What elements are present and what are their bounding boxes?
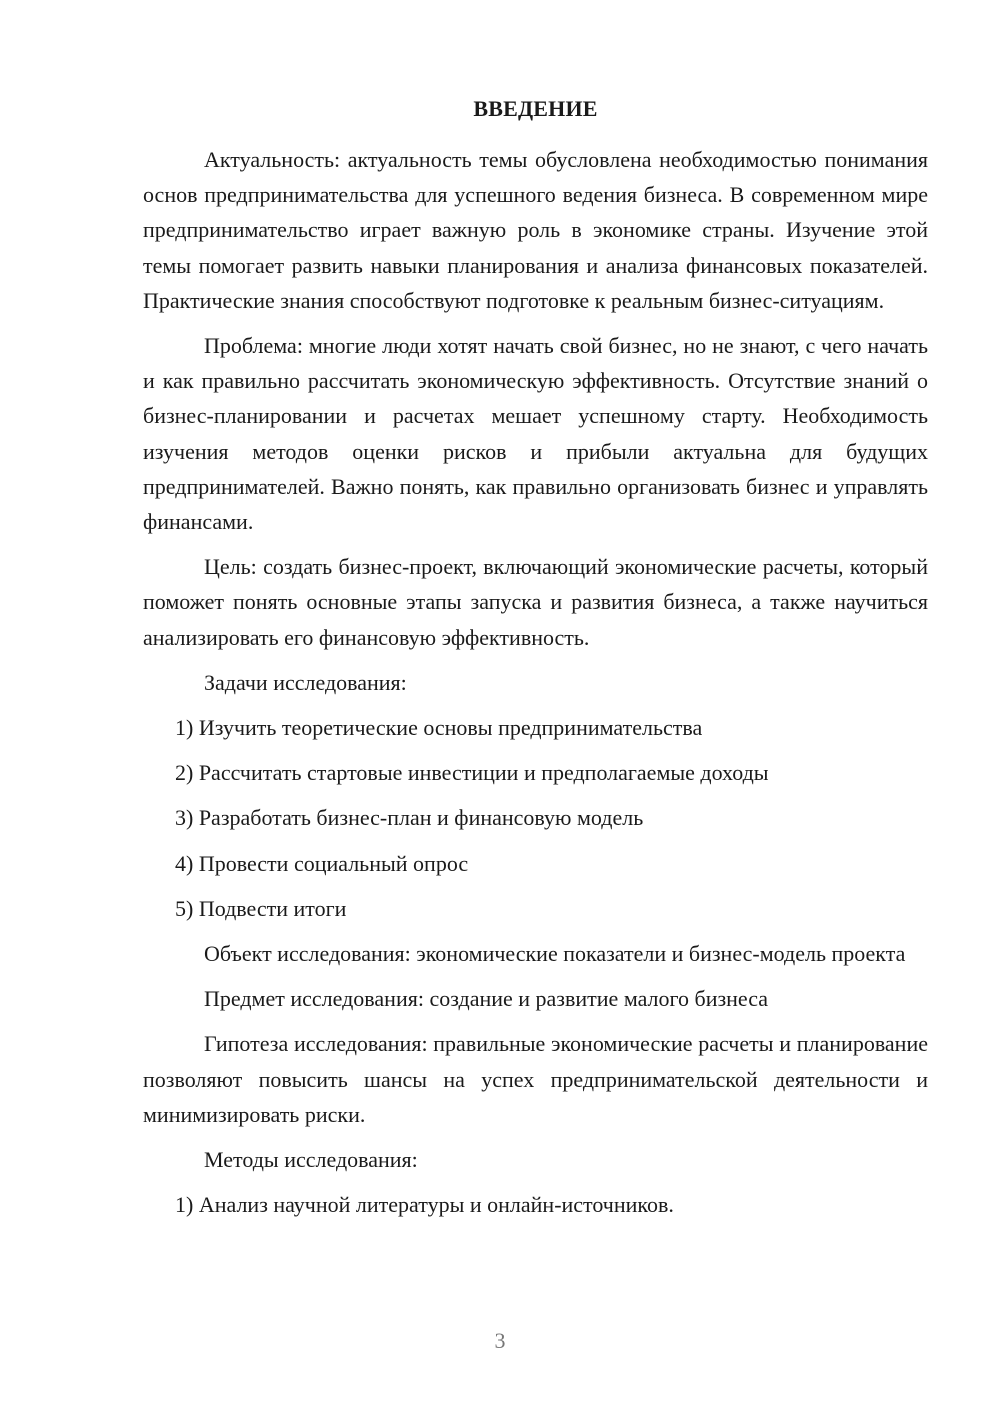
relevance-paragraph: Актуальность: актуальность темы обусловлена необходимостью понимания основ предпринимательства для успешного ведения бизнеса. В современном мире предпринимательство играет важную роль в экономике страны. Изучение этой темы помогает развить навыки планирования и анализа финансовых показателей. Практические знания способствуют подготовке к реальным бизнес-ситуациям. [143, 147, 928, 313]
tasks-heading: Задачи исследования: [204, 669, 407, 695]
subject-paragraph: Предмет исследования: создание и развитие малого бизнеса [204, 986, 769, 1012]
task-list-item: 1) Изучить теоретические основы предпринимательства [175, 715, 703, 741]
object-paragraph: Объект исследования: экономические показатели и бизнес-модель проекта [204, 941, 906, 967]
problem-paragraph: Проблема: многие люди хотят начать свой бизнес, но не знают, с чего начать и как правильно рассчитать экономическую эффективность. Отсутствие знаний о бизнес-планировании и расчетах мешает успешному старту. Необходимость изучения методов оценки рисков и прибыли актуальна для будущих предпринимателей. Важно понять, как правильно организовать бизнес и управлять финансами. [143, 333, 928, 535]
goal-paragraph: Цель: создать бизнес-проект, включающий экономические расчеты, который поможет понять основные этапы запуска и развития бизнеса, а также научиться анализировать его финансовую эффективность. [143, 554, 928, 650]
task-list-item: 5) Подвести итоги [175, 895, 347, 921]
page-title: ВВЕДЕНИЕ [473, 96, 598, 121]
task-list-item: 2) Рассчитать стартовые инвестиции и предполагаемые доходы [175, 760, 769, 786]
task-list-item: 3) Разработать бизнес-план и финансовую модель [175, 805, 644, 831]
method-list-item: 1) Анализ научной литературы и онлайн-источников. [175, 1192, 674, 1218]
page-number: 3 [494, 1328, 506, 1353]
hypothesis-paragraph: Гипотеза исследования: правильные экономические расчеты и планирование позволяют повысить шансы на успех предпринимательской деятельности и минимизировать риски. [143, 1031, 928, 1127]
task-list-item: 4) Провести социальный опрос [175, 850, 469, 876]
document-page [143, 92, 928, 1232]
methods-heading: Методы исследования: [204, 1147, 418, 1173]
